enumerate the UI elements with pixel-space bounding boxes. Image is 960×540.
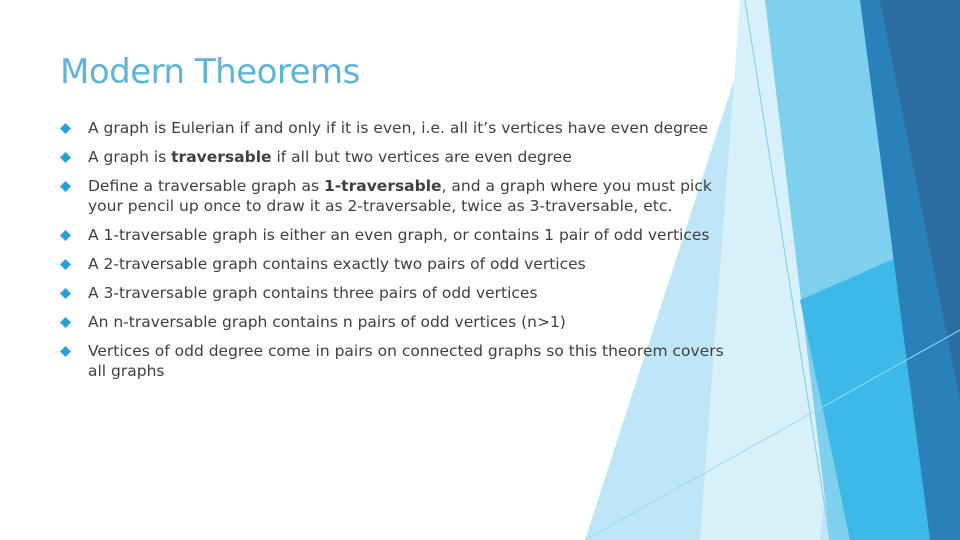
bullet-item [56,312,736,332]
bullet-text-pre: Define a traversable graph as [88,177,324,195]
bullet-item [56,147,736,167]
bullet-item [56,118,736,138]
bullet-item [56,254,736,274]
bullet-text-post: if all but two vertices are even degree [271,148,572,166]
diamond-bullet-icon [60,181,71,192]
bullet-text: A 1-traversable graph is either an even graph, or contains 1 pair of odd vertices [88,226,710,244]
bullet-item [56,283,736,303]
slide-title: Modern Theorems [60,52,360,92]
bullet-item [56,176,736,216]
bullet-text-pre: A graph is [88,148,172,166]
diamond-bullet-icon [60,152,71,163]
bullet-text: A 2-traversable graph contains exactly two pairs of odd vertices [88,255,586,273]
diamond-bullet-icon [60,230,71,241]
bullet-item [56,225,736,245]
bullet-text-bold: 1-traversable [323,177,442,195]
bullet-text-bold: traversable [171,148,272,166]
diamond-bullet-icon [60,259,71,270]
diamond-bullet-icon [60,123,71,134]
bullet-list [56,118,736,390]
diamond-bullet-icon [60,288,71,299]
bullet-item [56,341,736,381]
bullet-text: A graph is Eulerian if and only if it is even, i.e. all it’s vertices have even degree [88,119,709,137]
bullet-text-post: , and a graph where you must pick your pencil up once to draw it as 2-traversable, twice as 3-traversable, etc. [88,177,712,215]
diamond-bullet-icon [60,317,71,328]
bullet-text: Vertices of odd degree come in pairs on connected graphs so this theorem covers all graphs [88,342,724,380]
diamond-bullet-icon [60,346,71,357]
bullet-text: An n-traversable graph contains n pairs of odd vertices (n>1) [88,313,566,331]
bullet-text: A 3-traversable graph contains three pairs of odd vertices [88,284,538,302]
